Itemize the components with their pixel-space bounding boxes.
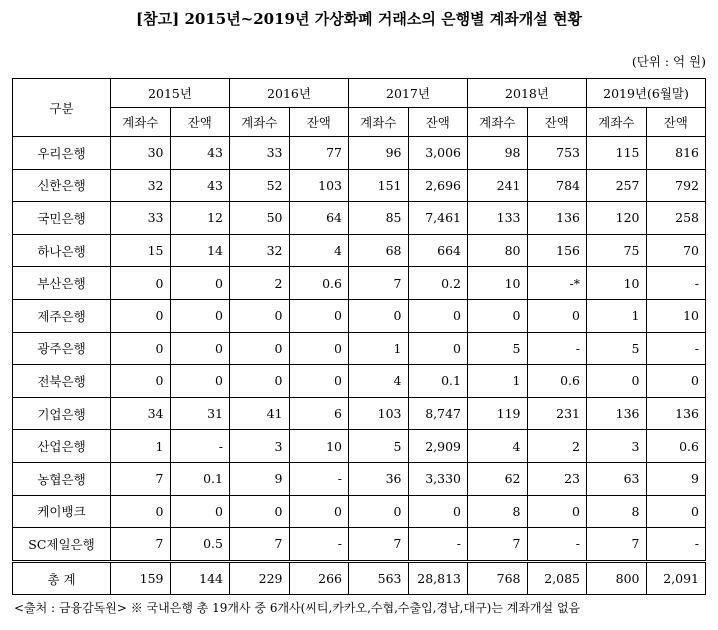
balance-cell: 0 (289, 332, 349, 365)
account-count-cell: 103 (349, 397, 409, 430)
balance-cell: 0 (408, 299, 468, 332)
account-count-cell: 0 (111, 332, 171, 365)
account-count-cell: 34 (111, 397, 171, 430)
account-count-cell: 50 (230, 202, 290, 235)
account-count-cell: 1 (111, 430, 171, 463)
balance-cell: 2,091 (646, 561, 706, 595)
account-count-cell: 7 (349, 267, 409, 300)
table-row (13, 332, 706, 365)
table-row (13, 397, 706, 430)
balance-cell: 0 (170, 267, 230, 300)
balance-cell: - (646, 528, 706, 562)
balance-cell: - (289, 528, 349, 562)
balance-cell: 70 (646, 234, 706, 267)
account-count-cell: 257 (587, 169, 647, 202)
account-count-cell: 85 (349, 202, 409, 235)
bank-name: 우리은행 (13, 137, 111, 170)
bank-name: 총 계 (13, 561, 111, 595)
account-count-cell: 1 (468, 365, 528, 398)
balance-cell: 0.6 (646, 430, 706, 463)
account-count-cell: 10 (587, 267, 647, 300)
bank-name: SC제일은행 (13, 528, 111, 562)
balance-cell: 816 (646, 137, 706, 170)
balance-cell: - (170, 430, 230, 463)
header-account-count: 계좌수 (468, 108, 528, 137)
header-row-sub (13, 108, 706, 137)
bank-name: 신한은행 (13, 169, 111, 202)
account-count-cell: 151 (349, 169, 409, 202)
balance-cell: 156 (527, 234, 587, 267)
account-count-cell: 0 (587, 365, 647, 398)
bank-name: 산업은행 (13, 430, 111, 463)
account-count-cell: 0 (349, 299, 409, 332)
account-count-cell: 8 (587, 495, 647, 528)
header-balance: 잔액 (527, 108, 587, 137)
balance-cell: 231 (527, 397, 587, 430)
account-count-cell: 62 (468, 462, 528, 495)
table-row (13, 202, 706, 235)
account-count-cell: 52 (230, 169, 290, 202)
balance-cell: 0.2 (408, 267, 468, 300)
account-count-cell: 159 (111, 561, 171, 595)
bank-name: 케이뱅크 (13, 495, 111, 528)
account-count-cell: 7 (111, 462, 171, 495)
balance-cell: 4 (289, 234, 349, 267)
balance-cell: 136 (646, 397, 706, 430)
account-count-cell: 3 (230, 430, 290, 463)
header-year: 2018년 (468, 79, 587, 108)
balance-cell: - (408, 528, 468, 562)
balance-cell: 2 (527, 430, 587, 463)
account-count-cell: 98 (468, 137, 528, 170)
account-count-cell: 229 (230, 561, 290, 595)
account-count-cell: 75 (587, 234, 647, 267)
account-count-cell: 4 (468, 430, 528, 463)
bank-account-table (12, 78, 706, 595)
account-count-cell: 33 (111, 202, 171, 235)
table-row (13, 365, 706, 398)
balance-cell: 753 (527, 137, 587, 170)
account-count-cell: 1 (349, 332, 409, 365)
account-count-cell: 41 (230, 397, 290, 430)
account-count-cell: 96 (349, 137, 409, 170)
account-count-cell: 0 (230, 365, 290, 398)
balance-cell: -* (527, 267, 587, 300)
header-account-count: 계좌수 (111, 108, 171, 137)
header-account-count: 계좌수 (230, 108, 290, 137)
balance-cell: 0 (289, 299, 349, 332)
account-count-cell: 0 (349, 495, 409, 528)
account-count-cell: 0 (111, 365, 171, 398)
balance-cell: 0 (408, 495, 468, 528)
account-count-cell: 36 (349, 462, 409, 495)
account-count-cell: 1 (587, 299, 647, 332)
balance-cell: 0 (408, 332, 468, 365)
account-count-cell: 3 (587, 430, 647, 463)
balance-cell: - (527, 528, 587, 562)
balance-cell: 0 (527, 495, 587, 528)
account-count-cell: 136 (587, 397, 647, 430)
source-note: <출처 : 금융감독원> ※ 국내은행 총 19개사 중 6개사(씨티,카카오,수협,수출입,경남,대구)는 계좌개설 없음 (14, 601, 581, 615)
account-count-cell: 5 (587, 332, 647, 365)
balance-cell: - (289, 462, 349, 495)
balance-cell: 43 (170, 169, 230, 202)
balance-cell: 664 (408, 234, 468, 267)
header-balance: 잔액 (646, 108, 706, 137)
balance-cell: 3,006 (408, 137, 468, 170)
header-year: 2017년 (349, 79, 468, 108)
total-row (13, 561, 706, 595)
table-row (13, 169, 706, 202)
balance-cell: 10 (646, 299, 706, 332)
account-count-cell: 0 (111, 495, 171, 528)
balance-cell: 8,747 (408, 397, 468, 430)
balance-cell: 23 (527, 462, 587, 495)
balance-cell: 64 (289, 202, 349, 235)
account-count-cell: 30 (111, 137, 171, 170)
account-count-cell: 119 (468, 397, 528, 430)
balance-cell: 0 (170, 365, 230, 398)
balance-cell: 9 (646, 462, 706, 495)
account-count-cell: 7 (111, 528, 171, 562)
account-count-cell: 7 (587, 528, 647, 562)
balance-cell: 2,085 (527, 561, 587, 595)
balance-cell: 0 (527, 299, 587, 332)
account-count-cell: 0 (230, 495, 290, 528)
table-row (13, 299, 706, 332)
bank-name: 부산은행 (13, 267, 111, 300)
account-count-cell: 120 (587, 202, 647, 235)
table-row (13, 267, 706, 300)
bank-name: 광주은행 (13, 332, 111, 365)
table-row (13, 462, 706, 495)
balance-cell: 0 (170, 299, 230, 332)
balance-cell: 144 (170, 561, 230, 595)
balance-cell: 43 (170, 137, 230, 170)
header-year: 2019년(6월말) (587, 79, 706, 108)
balance-cell: 0.1 (408, 365, 468, 398)
bank-name: 농협은행 (13, 462, 111, 495)
table-row (13, 430, 706, 463)
account-count-cell: 7 (230, 528, 290, 562)
account-count-cell: 63 (587, 462, 647, 495)
balance-cell: 0 (170, 495, 230, 528)
account-count-cell: 80 (468, 234, 528, 267)
bank-name: 국민은행 (13, 202, 111, 235)
balance-cell: 103 (289, 169, 349, 202)
header-account-count: 계좌수 (349, 108, 409, 137)
account-count-cell: 7 (468, 528, 528, 562)
balance-cell: 6 (289, 397, 349, 430)
account-count-cell: 5 (468, 332, 528, 365)
account-count-cell: 5 (349, 430, 409, 463)
account-count-cell: 115 (587, 137, 647, 170)
balance-cell: 0 (646, 365, 706, 398)
account-count-cell: 563 (349, 561, 409, 595)
account-count-cell: 8 (468, 495, 528, 528)
balance-cell: 784 (527, 169, 587, 202)
header-balance: 잔액 (170, 108, 230, 137)
account-count-cell: 9 (230, 462, 290, 495)
balance-cell: 2,909 (408, 430, 468, 463)
balance-cell: 266 (289, 561, 349, 595)
balance-cell: 0.5 (170, 528, 230, 562)
account-count-cell: 768 (468, 561, 528, 595)
document-title: [참고] 2015년~2019년 가상화폐 거래소의 은행별 계좌개설 현황 (136, 10, 582, 28)
account-count-cell: 0 (468, 299, 528, 332)
balance-cell: - (646, 332, 706, 365)
balance-cell: 3,330 (408, 462, 468, 495)
bank-name: 하나은행 (13, 234, 111, 267)
header-balance: 잔액 (408, 108, 468, 137)
header-row-years (13, 79, 706, 108)
header-account-count: 계좌수 (587, 108, 647, 137)
account-count-cell: 32 (111, 169, 171, 202)
balance-cell: 0 (646, 495, 706, 528)
balance-cell: 258 (646, 202, 706, 235)
account-count-cell: 0 (111, 299, 171, 332)
header-year: 2015년 (111, 79, 230, 108)
account-count-cell: 10 (468, 267, 528, 300)
balance-cell: 7,461 (408, 202, 468, 235)
account-count-cell: 4 (349, 365, 409, 398)
header-balance: 잔액 (289, 108, 349, 137)
balance-cell: 31 (170, 397, 230, 430)
balance-cell: - (527, 332, 587, 365)
balance-cell: 14 (170, 234, 230, 267)
balance-cell: 0 (289, 495, 349, 528)
balance-cell: 28,813 (408, 561, 468, 595)
table-row (13, 234, 706, 267)
balance-cell: 10 (289, 430, 349, 463)
account-count-cell: 0 (230, 299, 290, 332)
bank-name: 제주은행 (13, 299, 111, 332)
account-count-cell: 68 (349, 234, 409, 267)
balance-cell: 77 (289, 137, 349, 170)
account-count-cell: 133 (468, 202, 528, 235)
header-category: 구분 (13, 79, 111, 137)
account-count-cell: 241 (468, 169, 528, 202)
account-count-cell: 15 (111, 234, 171, 267)
account-count-cell: 800 (587, 561, 647, 595)
header-year: 2016년 (230, 79, 349, 108)
unit-label: (단위 : 억 원) (631, 54, 706, 69)
bank-name: 기업은행 (13, 397, 111, 430)
balance-cell: 0.1 (170, 462, 230, 495)
table-row (13, 495, 706, 528)
account-count-cell: 32 (230, 234, 290, 267)
balance-cell: 0 (170, 332, 230, 365)
balance-cell: - (646, 267, 706, 300)
balance-cell: 0.6 (527, 365, 587, 398)
balance-cell: 2,696 (408, 169, 468, 202)
account-count-cell: 7 (349, 528, 409, 562)
table-row (13, 137, 706, 170)
bank-name: 전북은행 (13, 365, 111, 398)
balance-cell: 12 (170, 202, 230, 235)
account-count-cell: 0 (230, 332, 290, 365)
account-count-cell: 2 (230, 267, 290, 300)
balance-cell: 0 (289, 365, 349, 398)
balance-cell: 0.6 (289, 267, 349, 300)
table-row (13, 528, 706, 562)
account-count-cell: 0 (111, 267, 171, 300)
balance-cell: 136 (527, 202, 587, 235)
balance-cell: 792 (646, 169, 706, 202)
account-count-cell: 33 (230, 137, 290, 170)
